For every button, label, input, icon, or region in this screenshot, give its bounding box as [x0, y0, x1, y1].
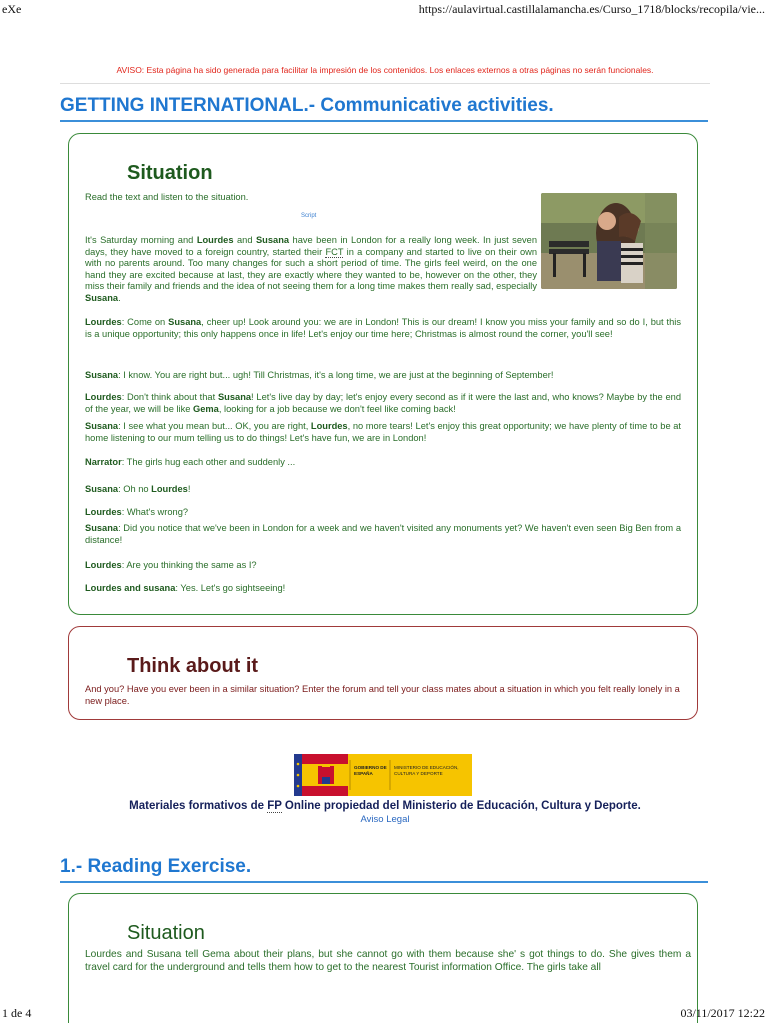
script-link[interactable]: Script	[301, 213, 317, 219]
dialogue-text: : Come on	[121, 317, 169, 327]
situation-intro: Read the text and listen to the situation.	[85, 192, 249, 202]
situation-title: Situation	[127, 162, 213, 184]
section-title-communicative: GETTING INTERNATIONAL.- Communicative activities.	[60, 95, 708, 122]
dialogue-line	[85, 523, 681, 546]
print-header-url[interactable]: https://aulavirtual.castillalamancha.es/Curso_1718/blocks/recopila/vie...	[418, 2, 765, 16]
dialogue-line	[85, 560, 681, 572]
speaker-name: Susana	[85, 484, 119, 494]
credits-post: Online propiedad del Ministerio de Educación, Cultura y Deporte.	[284, 800, 641, 812]
dialogue-text: : I see what you mean but... OK, you are right,	[118, 421, 311, 431]
speaker-name: Susana	[85, 370, 119, 380]
print-header-title: eXe	[2, 2, 22, 16]
narrative-text: in a company and started to live on their own with no parents around. Too many changes for such a short period of time. The girls feel weird, on the one hand they are excited because at last, they are exactly where they wanted to be, however on the other, they miss their family and friends and the idea of not seeing them for a long time makes them really sad, especially	[85, 246, 538, 292]
mentioned-name: Lourdes	[151, 484, 188, 494]
print-footer	[0, 1004, 768, 1024]
dialogue-text: , looking for a job because we don't feel like coming back!	[218, 403, 456, 414]
dialogue-text: : What's wrong?	[121, 507, 189, 517]
name-susana: Susana	[255, 235, 290, 245]
think-about-it-title: Think about it	[127, 655, 259, 677]
fp-abbreviation[interactable]: FP	[267, 800, 282, 812]
think-about-it-text: And you? Have you ever been in a similar situation? Enter the forum and tell your class mates about a situation in which you felt really lonely in a new place.	[85, 684, 680, 706]
narrative-text: and	[236, 235, 253, 245]
credits-pre: Materiales formativos de	[129, 800, 265, 812]
narrative-paragraph: It's Saturday morning and Lourdes and Susana have been in London for a really long week. In just seven days, they have moved to a foreign country, started their FCT in a company and started to live on their own with no parents around. Too many changes for such a short period of time. The girls feel weird, on the one hand they are excited because at last, they are exactly where they wanted to be, however on the other, they miss their family and friends and the idea of not seeing them for a long time makes them really sad, especially Susana.	[85, 235, 538, 303]
dialogue-text: : Yes. Let's go sightseeing!	[175, 583, 286, 593]
dialogue-text: : I know. You are right but... ugh! Till Christmas, it's a long time, we are just at the beginning of September!	[118, 370, 554, 380]
dialogue-line	[85, 484, 681, 496]
dialogue-text: !	[187, 484, 191, 494]
dialogue-text: ! Let's live day by day; let's enjoy every second as if it were the last and, who knows? Maybe by the end of the year, we will be like	[85, 392, 681, 414]
dialogue-line	[85, 421, 681, 444]
dialogue-text: , cheer up! Look around you: we are in London! This is our dream! I know you miss your family and so do I, but this is a unique opportunity; this only happens once in life! Let's enjoy our time here; Christmas is almost round the corner, you'll see!	[85, 317, 681, 339]
name-susana: Susana	[85, 292, 119, 303]
reading-situation-text: Lourdes and Susana tell Gema about their plans, but she cannot go with them because she' s got things to do. She gives them a travel card for the underground and tells them how to get to the nearest Tourist information Office. The girls take all	[85, 949, 691, 973]
name-lourdes: Lourdes	[196, 235, 234, 245]
print-date: 03/11/2017 12:22	[680, 1006, 765, 1020]
dialogue-text: : Don't think about that	[121, 392, 218, 402]
mentioned-name: Gema	[193, 403, 219, 414]
speaker-name: Lourdes	[85, 560, 122, 570]
dialogue-text: : Oh no	[118, 484, 152, 494]
narrative-text: It's Saturday morning and	[85, 235, 194, 245]
mentioned-name: Susana	[217, 392, 252, 402]
speaker-name: Lourdes and susana	[85, 583, 176, 593]
legal-link[interactable]: Aviso Legal	[360, 814, 410, 825]
dialogue-line	[85, 583, 681, 595]
narrative-text: have been in London for a really long week. In just seven days, they have moved to a foreign country, started their	[85, 235, 537, 257]
speaker-name: Lourdes	[85, 507, 122, 517]
ministry-logo	[294, 754, 472, 796]
dialogue-text: : Are you thinking the same as I?	[121, 560, 257, 570]
situation-box	[68, 133, 698, 615]
girls-photo	[541, 193, 677, 289]
print-header	[0, 0, 768, 20]
speaker-name: Lourdes	[85, 317, 122, 327]
page-number: 1 de 4	[2, 1006, 32, 1020]
credits	[60, 800, 710, 825]
speaker-name: Narrator	[85, 457, 122, 467]
dialogue-text: : Did you notice that we've been in London for a week and we haven't visited any monuments yet? We haven't even seen Big Ben from a distance!	[85, 523, 681, 545]
speaker-name: Susana	[85, 421, 119, 431]
dialogue-line	[85, 392, 681, 415]
dialogue-line	[85, 507, 681, 519]
think-about-it-box	[68, 626, 698, 720]
ministry-text: MINISTERIO DE EDUCACIÓN, CULTURA Y DEPORTE	[394, 765, 459, 776]
dialogue-text: , no more tears! Let's enjoy this great opportunity; we have plenty of time to be at home listening to our mum telling us to do things! Let's have fun, we are in London!	[85, 421, 682, 443]
dialogue-text: : The girls hug each other and suddenly ...	[121, 457, 296, 467]
divider	[60, 83, 710, 84]
dialogue-line	[85, 457, 681, 469]
speaker-name: Susana	[85, 523, 119, 533]
reading-situation-title: Situation	[127, 922, 205, 944]
dialogue-line	[85, 317, 681, 340]
section-title-reading: 1.- Reading Exercise.	[60, 856, 708, 883]
mentioned-name: Lourdes	[310, 421, 348, 431]
fct-abbreviation[interactable]: FCT	[325, 246, 344, 257]
mentioned-name: Susana	[168, 317, 202, 327]
dialogue-line	[85, 370, 681, 382]
gov-text: GOBIERNO DE ESPAÑA	[354, 765, 387, 776]
print-notice: AVISO: Esta página ha sido generada para facilitar la impresión de los contenidos. Los enlaces externos a otras páginas no serán funcionales.	[116, 65, 654, 75]
credits-text	[60, 800, 710, 812]
speaker-name: Lourdes	[85, 392, 122, 402]
